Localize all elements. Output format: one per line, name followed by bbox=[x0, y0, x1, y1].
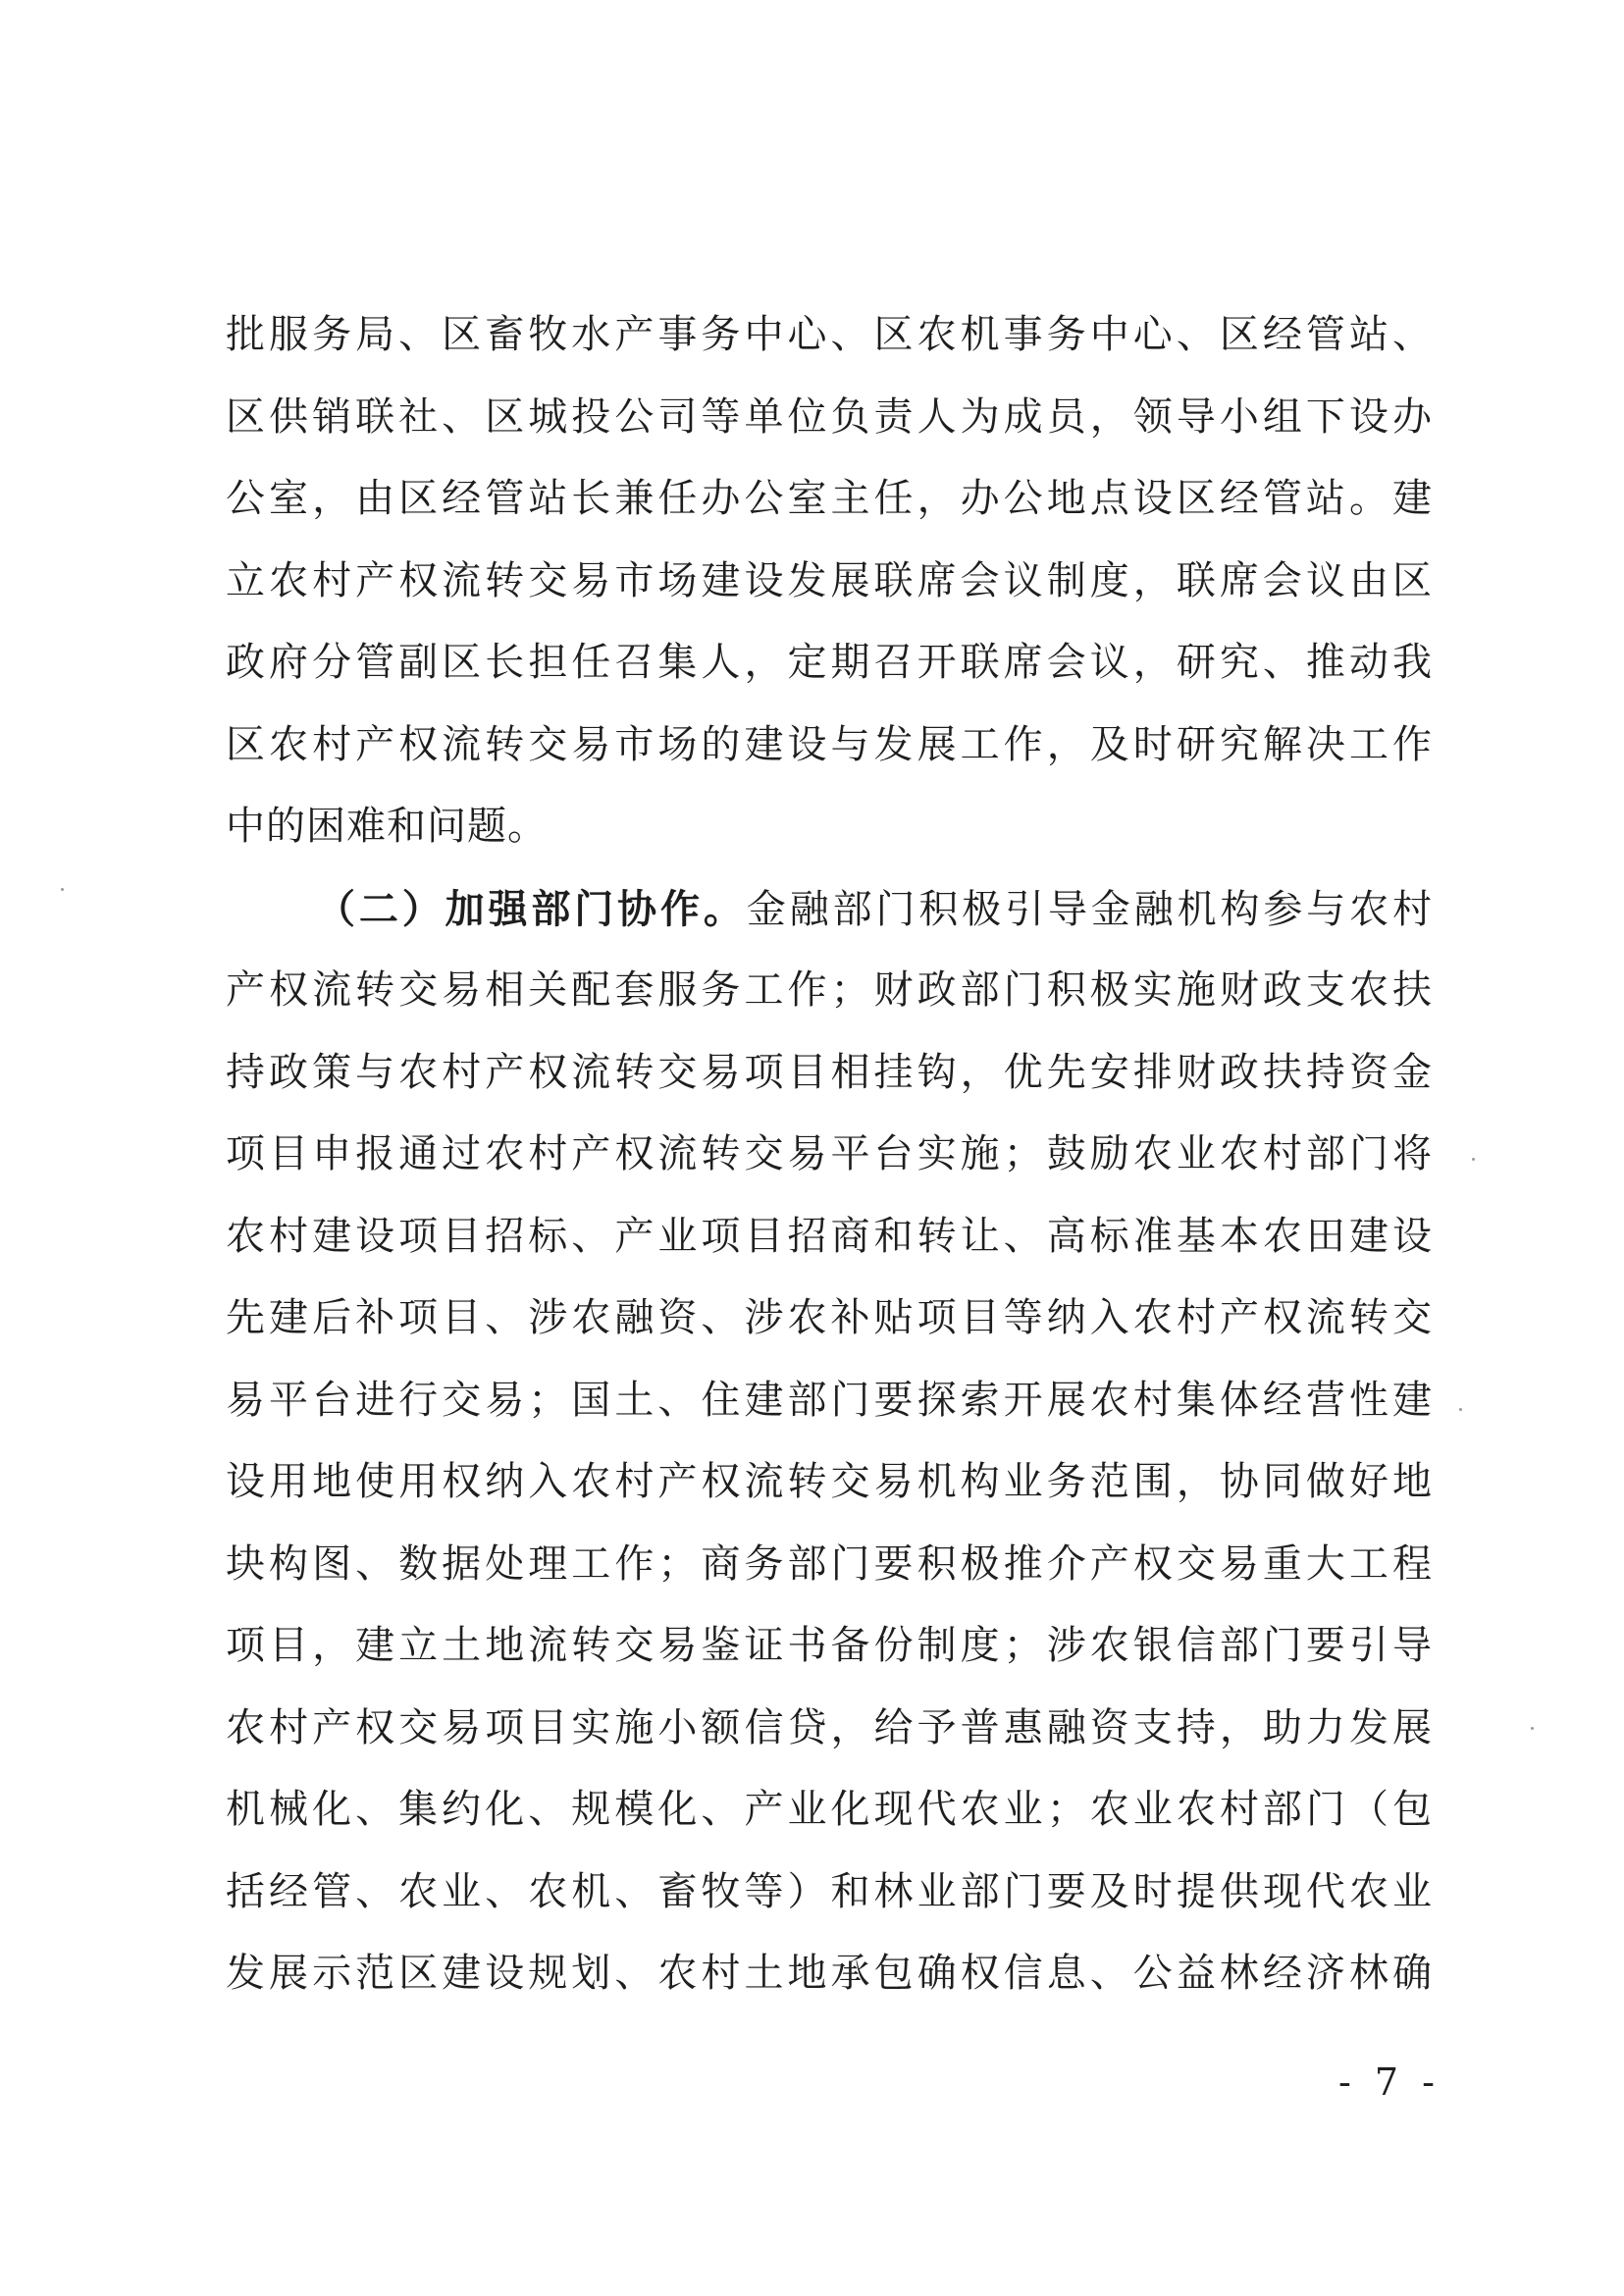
body-text bbox=[226, 294, 1433, 2015]
text-line: 块构图、数据处理工作；商务部门要积极推介产权交易重大工程 bbox=[226, 1540, 1433, 1587]
section-first-line-text: 金融部门积极引导金融机构参与农村 bbox=[746, 886, 1434, 932]
text-line: 持政策与农村产权流转交易项目相挂钩，优先安排财政扶持资金 bbox=[226, 1049, 1433, 1095]
text-line: 易平台进行交易；国土、住建部门要探索开展农村集体经营性建 bbox=[226, 1377, 1433, 1423]
text-line: 先建后补项目、涉农融资、涉农补贴项目等纳入农村产权流转交 bbox=[226, 1295, 1433, 1340]
text-line: 项目，建立土地流转交易鉴证书备份制度；涉农银信部门要引导 bbox=[226, 1623, 1433, 1668]
text-line: 批服务局、区畜牧水产事务中心、区农机事务中心、区经管站、 bbox=[226, 312, 1433, 357]
section-heading: （二）加强部门协作。 bbox=[316, 885, 747, 932]
text-line: 中的困难和问题。 bbox=[226, 804, 548, 849]
text-line: 农村产权交易项目实施小额信贷，给予普惠融资支持，助力发展 bbox=[226, 1704, 1433, 1750]
section-first-line bbox=[226, 868, 1433, 951]
scan-speck bbox=[1472, 1158, 1475, 1161]
text-line: 项目申报通过农村产权流转交易平台实施；鼓励农业农村部门将 bbox=[226, 1131, 1433, 1176]
scan-speck bbox=[61, 888, 64, 891]
scan-speck bbox=[1531, 1727, 1534, 1730]
text-line: 括经管、农业、农机、畜牧等）和林业部门要及时提供现代农业 bbox=[226, 1868, 1433, 1914]
text-line: 公室，由区经管站长兼任办公室主任，办公地点设区经管站。建 bbox=[226, 476, 1433, 521]
text-line: 农村建设项目招标、产业项目招商和转让、高标准基本农田建设 bbox=[226, 1213, 1433, 1259]
scan-speck bbox=[1459, 1408, 1462, 1411]
text-line: 立农村产权流转交易市场建设发展联席会议制度，联席会议由区 bbox=[226, 557, 1433, 603]
text-line: 政府分管副区长担任召集人，定期召开联席会议，研究、推动我 bbox=[226, 640, 1433, 685]
text-line: 产权流转交易相关配套服务工作；财政部门积极实施财政支农扶 bbox=[226, 967, 1433, 1013]
page-number: - 7 - bbox=[1337, 2061, 1441, 2104]
text-line: 区供销联社、区城投公司等单位负责人为成员，领导小组下设办 bbox=[226, 393, 1433, 440]
text-line: 机械化、集约化、规模化、产业化现代农业；农业农村部门（包 bbox=[226, 1787, 1433, 1832]
text-line: 区农村产权流转交易市场的建设与发展工作，及时研究解决工作 bbox=[226, 721, 1433, 767]
text-line: 设用地使用权纳入农村产权流转交易机构业务范围，协同做好地 bbox=[226, 1459, 1433, 1504]
text-line: 发展示范区建设规划、农村土地承包确权信息、公益林经济林确 bbox=[226, 1951, 1433, 1996]
